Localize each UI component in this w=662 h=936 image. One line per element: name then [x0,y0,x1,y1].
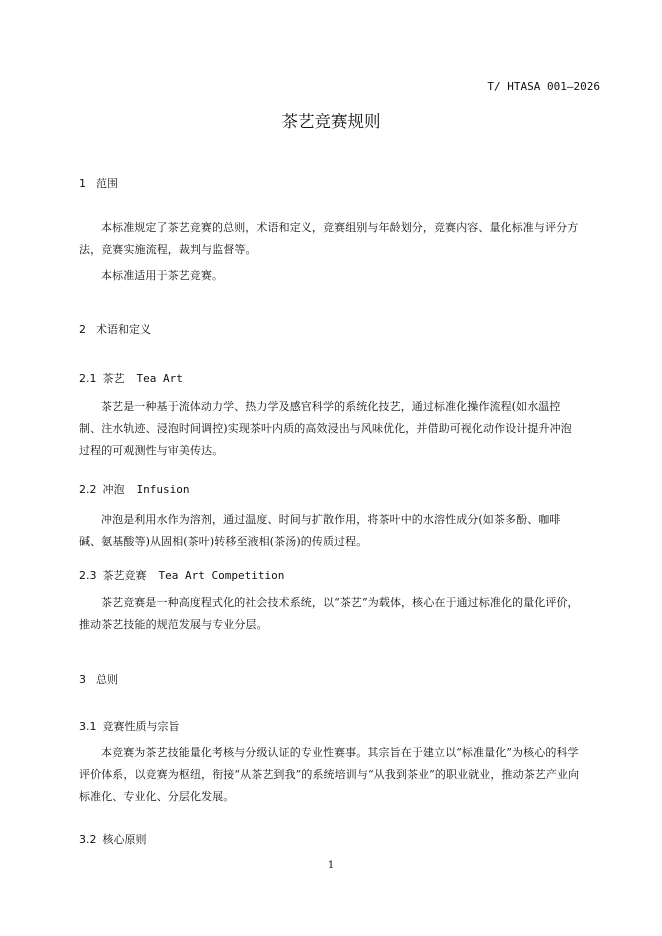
term-english: Tea Art [136,372,183,385]
section-number: 2 [79,323,86,336]
subsection-number: 3.1 [79,720,97,733]
section-title: 术语和定义 [96,323,151,336]
section-3-heading [79,671,118,687]
section-1-paragraph-1: 本标准规定了茶艺竞赛的总则，术语和定义，竞赛组别与年龄划分，竞赛内容、量化标准与评分方法，竞赛实施流程，裁判与监督等。 [79,221,579,256]
term-english: Infusion [136,483,190,496]
subsection-title: 核心原则 [102,833,147,846]
term-number: 2.3 [79,569,97,582]
term-2-1-definition: 茶艺是一种基于流体动力学、热力学及感官科学的系统化技艺，通过标准化操作流程(如水温控制、注水轨迹、浸泡时间调控)实现茶叶内质的高效浸出与风味优化，并借助可视化动作设计提升冲泡过程的可观测性与审美传达。 [79,400,572,457]
term-title: 茶艺竞赛 [102,569,147,582]
term-title: 冲泡 [102,483,125,496]
subsection-title: 竞赛性质与宗旨 [102,720,180,733]
term-title: 茶艺 [102,372,125,385]
section-number: 1 [79,177,86,190]
term-english: Tea Art Competition [158,569,285,582]
term-2-2-definition: 冲泡是利用水作为溶剂，通过温度、时间与扩散作用，将茶叶中的水溶性成分(如茶多酚、咖啡碱、氨基酸等)从固相(茶叶)转移至液相(茶汤)的传质过程。 [79,513,561,548]
section-title: 范围 [96,177,118,190]
term-number: 2.2 [79,483,97,496]
term-2-3-heading [79,567,284,583]
document-title: 茶艺竞赛规则 [281,112,381,131]
term-2-3-definition: 茶艺竞赛是一种高度程式化的社会技术系统，以“茶艺”为载体，核心在于通过标准化的量化评价，推动茶艺技能的规范发展与专业分层。 [79,596,579,631]
section-1-heading [79,175,118,191]
subsection-3-1-paragraph: 本竞赛为茶艺技能量化考核与分级认证的专业性赛事。其宗旨在于建立以“标准量化”为核心的科学评价体系，以竞赛为枢纽，衔接“从茶艺到我”的系统培训与“从我到茶业”的职业就业，推动茶艺产业向标准化、专业化、分层化发展。 [79,746,580,803]
section-number: 3 [79,673,86,686]
term-2-1-heading [79,370,183,386]
subsection-3-2-heading [79,831,147,847]
section-1-paragraph-2: 本标准适用于茶艺竞赛。 [101,269,224,282]
subsection-3-1-heading [79,718,180,734]
section-title: 总则 [96,673,118,686]
subsection-number: 3.2 [79,833,97,846]
page-number: 1 [327,860,335,871]
term-2-2-heading [79,481,189,497]
term-number: 2.1 [79,372,97,385]
standard-code: T/ HTASA 001—2026 [487,80,600,93]
section-2-heading [79,321,151,337]
